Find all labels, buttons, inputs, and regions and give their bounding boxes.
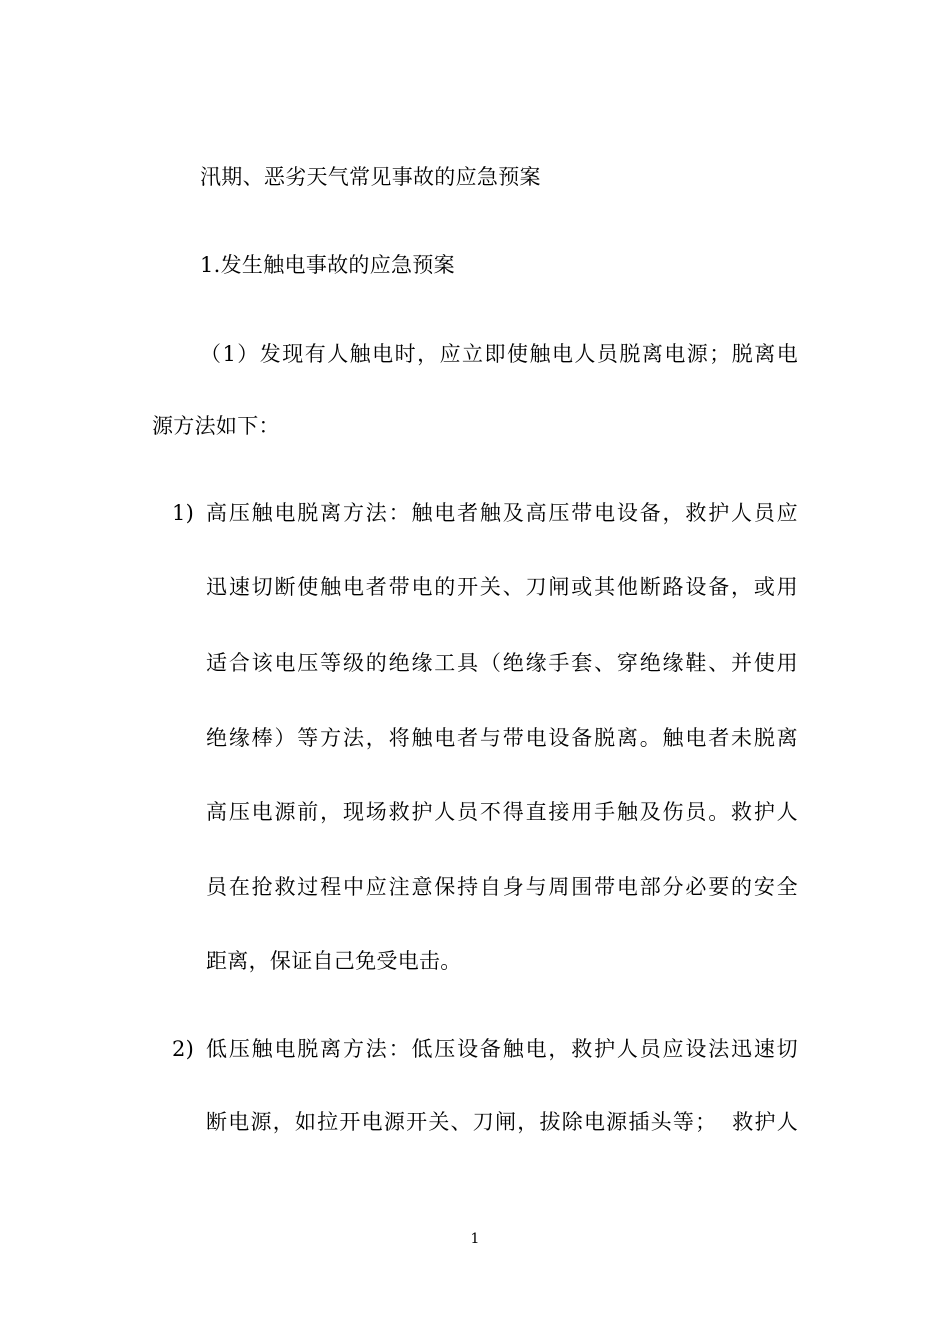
paragraph-1-line-1: （1）发现有人触电时，应立即使触电人员脱离电源；脱离电 bbox=[200, 342, 798, 366]
item-2-line-2: 断电源，如拉开电源开关、刀闸，拔除电源插头等； 救护人 bbox=[206, 1110, 798, 1134]
item-1-line-2: 迅速切断使触电者带电的开关、刀闸或其他断路设备，或用 bbox=[206, 575, 798, 599]
section-heading: 1.发生触电事故的应急预案 bbox=[200, 253, 455, 277]
list-marker-1: 1) bbox=[172, 501, 195, 525]
item-2-line-1: 低压触电脱离方法：低压设备触电，救护人员应设法迅速切 bbox=[206, 1037, 798, 1061]
item-1-line-4: 绝缘棒）等方法，将触电者与带电设备脱离。触电者未脱离 bbox=[206, 726, 798, 750]
document-title: 汛期、恶劣天气常见事故的应急预案 bbox=[200, 165, 541, 189]
item-1-line-1: 高压触电脱离方法：触电者触及高压带电设备，救护人员应 bbox=[206, 501, 798, 525]
list-marker-2: 2) bbox=[172, 1037, 195, 1061]
item-1-line-5: 高压电源前，现场救护人员不得直接用手触及伤员。救护人 bbox=[206, 800, 798, 824]
item-1-line-3: 适合该电压等级的绝缘工具（绝缘手套、穿绝缘鞋、并使用 bbox=[206, 651, 798, 675]
item-1-line-7: 距离，保证自己免受电击。 bbox=[206, 949, 462, 973]
page-number: 1 bbox=[470, 1231, 480, 1247]
item-1-line-6: 员在抢救过程中应注意保持自身与周围带电部分必要的安全 bbox=[206, 875, 798, 899]
paragraph-1-line-2: 源方法如下： bbox=[152, 414, 280, 438]
